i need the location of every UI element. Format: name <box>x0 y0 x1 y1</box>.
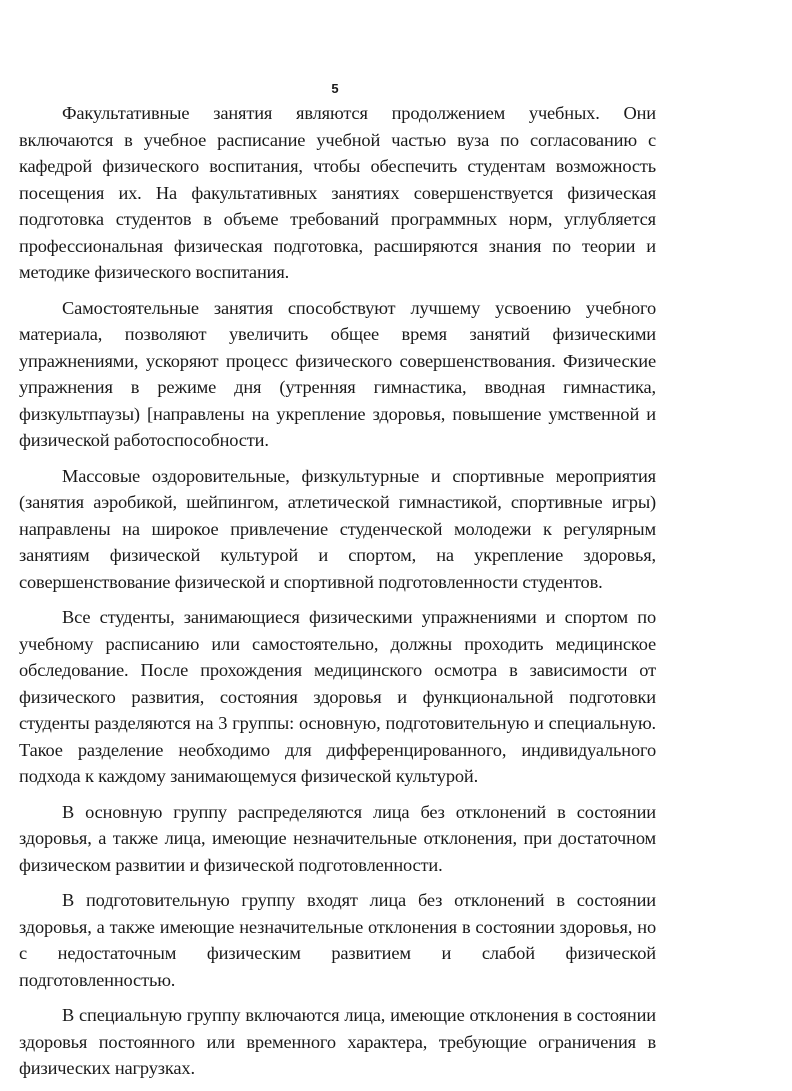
paragraph-medical-examination: Все студенты, занимающиеся физическими упражнениями и спортом по учебному расписанию или самостоятельно, должны проходить медицинское обследование. После прохождения медицинского осмотра в зависимости от физического развития, состояния здоровья и функциональной подготовки студенты разделяются на 3 группы: основную, подготовительную и специальную. Такое разделение необходимо для дифференцированного, индивидуального подхода к каждому занимающемуся физической культурой. <box>19 607 656 786</box>
paragraph-main-group: В основную группу распределяются лица без отклонений в состоянии здоровья, а также лица, имеющие незначительные отклонения, при достаточном физическом развитии и физической подготовленности. <box>19 801 656 875</box>
body-text <box>19 100 656 1091</box>
paragraph-special-group: В специальную группу включаются лица, имеющие отклонения в состоянии здоровья постоянного или временного характера, требующие ограничения в физических нагрузках. <box>19 1005 656 1078</box>
page-number: 5 <box>331 81 339 96</box>
paragraph-preparatory-group: В подготовительную группу входят лица без отклонений в состоянии здоровья, а также имеющие незначительные отклонения в состоянии здоровья, но с недостаточным физическим развитием и слабой физической подготовленностью. <box>19 890 656 990</box>
paragraph-mass-events: Массовые оздоровительные, физкультурные и спортивные мероприятия (занятия аэробикой, шейпингом, атлетической гимнастикой, спортивные игры) направлены на широкое привлечение студенческой молодежи к регулярным занятиям физической культурой и спортом, на укрепление здоровья, совершенствование физической и спортивной подготовленности студентов. <box>19 465 656 592</box>
paragraph-elective-classes: Факультативные занятия являются продолжением учебных. Они включаются в учебное расписание учебной частью вуза по согласованию с кафедрой физического воспитания, чтобы обеспечить студентам возможность посещения их. На факультативных занятиях совершенствуется физическая подготовка студентов в объеме требований программных норм, углубляется профессиональная физическая подготовка, расширяются знания по теории и методике физического воспитания. <box>19 103 656 282</box>
paragraph-independent-classes: Самостоятельные занятия способствуют лучшему усвоению учебного материала, позволяют увеличить общее время занятий физическими упражнениями, ускоряют процесс физического совершенствования. Физические упражнения в режиме дня (утренняя гимнастика, вводная гимнастика, физкультпаузы) [направлены на укрепление здоровья, повышение умственной и физической работоспособности. <box>19 297 656 450</box>
